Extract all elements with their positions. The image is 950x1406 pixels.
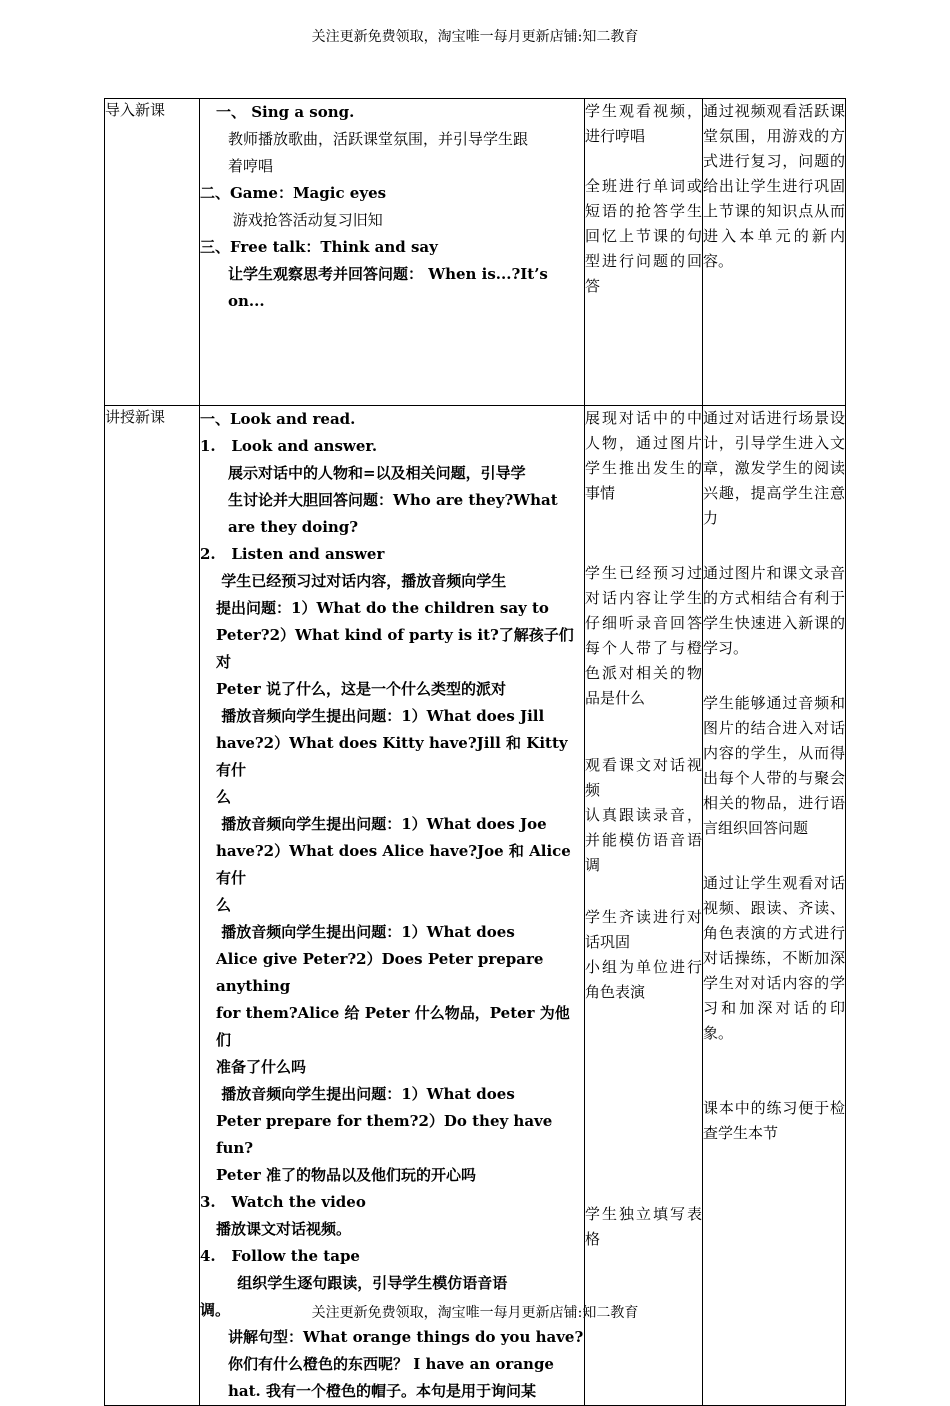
procedure-line: 播放课文对话视频。 (216, 1220, 352, 1238)
spacer (703, 531, 845, 561)
spacer (585, 878, 702, 905)
procedure-line: 1. Look and answer. (200, 437, 378, 455)
procedure-line: 一、 Sing a song. (216, 103, 355, 121)
procedure-line: 提出问题：1）What do the children say to (216, 599, 549, 617)
table-row-intro (105, 99, 846, 406)
procedure-line: 调。 (200, 1301, 231, 1319)
activity-text: 学生观看视频，进行哼唱 (585, 102, 702, 145)
purpose-text: 通过视频观看活跃课堂氛围，用游戏的方式进行复习，问题的给出让学生进行巩固上节课的知识点从而进入本单元的新内容。 (703, 102, 845, 270)
activity-text: 观看课文对话视频 (585, 756, 702, 799)
purpose-text: 通过对话进行场景设计，引导学生进入文章，激发学生的阅读兴趣，提高学生注意力 (703, 409, 845, 527)
procedure-line: 游戏抢答活动复习旧知 (228, 211, 383, 229)
procedure-line: 着哼唱 (228, 157, 274, 175)
procedure-line: 播放音频向学生提出问题：1）What does Joe (216, 815, 547, 833)
procedure-cell (200, 99, 585, 406)
procedure-line: 生讨论并大胆回答问题：Who are they?What (228, 491, 558, 509)
activity-text: 小组为单位进行角色表演 (585, 958, 702, 1001)
lesson-plan-table (104, 98, 846, 1406)
spacer (585, 711, 702, 753)
procedure-line: Alice give Peter?2）Does Peter prepare anything (216, 950, 549, 995)
procedure-line: 么 (216, 896, 232, 914)
activity-text: 学生齐读进行对话巩固 (585, 908, 702, 951)
procedure-line: 准备了什么吗 (216, 1058, 307, 1076)
student-activity-cell (585, 99, 703, 406)
procedure-line: 播放音频向学生提出问题：1）What does (216, 1085, 515, 1103)
spacer (703, 1046, 845, 1096)
activity-text: 认真跟读录音，并能模仿语音语调 (585, 806, 702, 874)
procedure-line: 你们有什么橙色的东西呢？ I have an orange (228, 1355, 554, 1373)
procedure-line: on... (228, 292, 265, 310)
spacer (703, 841, 845, 871)
procedure-line: 一、Look and read. (200, 410, 356, 428)
procedure-line: Peter?2）What kind of party is it?了解孩子们对 (216, 626, 574, 671)
spacer (585, 506, 702, 561)
procedure-line: hat. 我有一个橙色的帽子。本句是用于询问某 (228, 1382, 536, 1400)
page-header-note: 关注更新免费领取，淘宝唯一每月更新店铺:知二教育 (311, 29, 639, 45)
activity-text: 学生独立填写表格 (585, 1205, 702, 1248)
purpose-text: 学生能够通过音频和图片的结合进入对话内容的学生，从而得出每个人带的与聚会相关的物品，进行语言组织回答问题 (703, 694, 845, 837)
procedure-line: 学生已经预习过对话内容，播放音频向学生 (216, 572, 507, 590)
procedure-line: Peter 准了的物品以及他们玩的开心吗 (216, 1166, 477, 1184)
purpose-cell (703, 99, 846, 406)
procedure-line: Peter prepare for them?2）Do they have fun? (216, 1112, 558, 1157)
purpose-text: 课本中的练习便于检查学生本节 (703, 1099, 845, 1142)
procedure-line: for them?Alice 给 Peter 什么物品，Peter 为他们 (216, 1004, 570, 1049)
page-footer-note: 关注更新免费领取，淘宝唯一每月更新店铺:知二教育 (311, 1305, 639, 1321)
purpose-text: 通过让学生观看对话视频、跟读、齐读、角色表演的方式进行对话操练，不断加深学生对对话内容的学习和加深对话的印象。 (703, 874, 845, 1042)
procedure-line: 3. Watch the video (200, 1193, 366, 1211)
purpose-cell (703, 406, 846, 1406)
spacer (703, 661, 845, 691)
procedure-line: 播放音频向学生提出问题：1）What does (216, 923, 515, 941)
procedure-line: 二、Game：Magic eyes (200, 184, 387, 202)
procedure-line: 讲解句型：What orange things do you have? (228, 1328, 584, 1346)
procedure-line: Peter 说了什么，这是一个什么类型的派对 (216, 680, 507, 698)
spacer (585, 1005, 702, 1202)
table-row-new-lesson (105, 406, 846, 1406)
activity-text: 全班进行单词或短语的抢答学生回忆上节课的句型进行问题的回答 (585, 177, 702, 295)
procedure-line: 展示对话中的人物和=以及相关问题，引导学 (228, 464, 526, 482)
procedure-line: have?2）What does Alice have?Joe 和 Alice 有什 (216, 842, 577, 887)
procedure-line: 组织学生逐句跟读，引导学生模仿语音语 (232, 1274, 508, 1292)
spacer (585, 149, 702, 174)
procedure-line: 么 (216, 788, 232, 806)
activity-text: 展现对话中的中人物，通过图片学生推出发生的事情 (585, 409, 702, 502)
procedure-cell (200, 406, 585, 1406)
procedure-line: 教师播放歌曲，活跃课堂氛围，并引导学生跟 (228, 130, 529, 148)
procedure-line: 让学生观察思考并回答问题： When is...?It’s (228, 265, 548, 283)
activity-text: 学生已经预习过对话内容让学生仔细听录音回答每个人带了与橙色派对相关的物品是什么 (585, 564, 702, 707)
procedure-line: 三、Free talk：Think and say (200, 238, 438, 256)
procedure-line: 播放音频向学生提出问题：1）What does Jill (216, 707, 545, 725)
procedure-line: 2. Listen and answer (200, 545, 385, 563)
procedure-line: are they doing? (228, 518, 359, 536)
student-activity-cell (585, 406, 703, 1406)
purpose-text: 通过图片和课文录音的方式相结合有利于学生快速进入新课的学习。 (703, 564, 845, 657)
stage-cell: 导入新课 (105, 99, 200, 406)
procedure-line: have?2）What does Kitty have?Jill 和 Kitty 有什 (216, 734, 573, 779)
stage-cell: 讲授新课 (105, 406, 200, 1406)
procedure-line: 4. Follow the tape (200, 1247, 360, 1265)
